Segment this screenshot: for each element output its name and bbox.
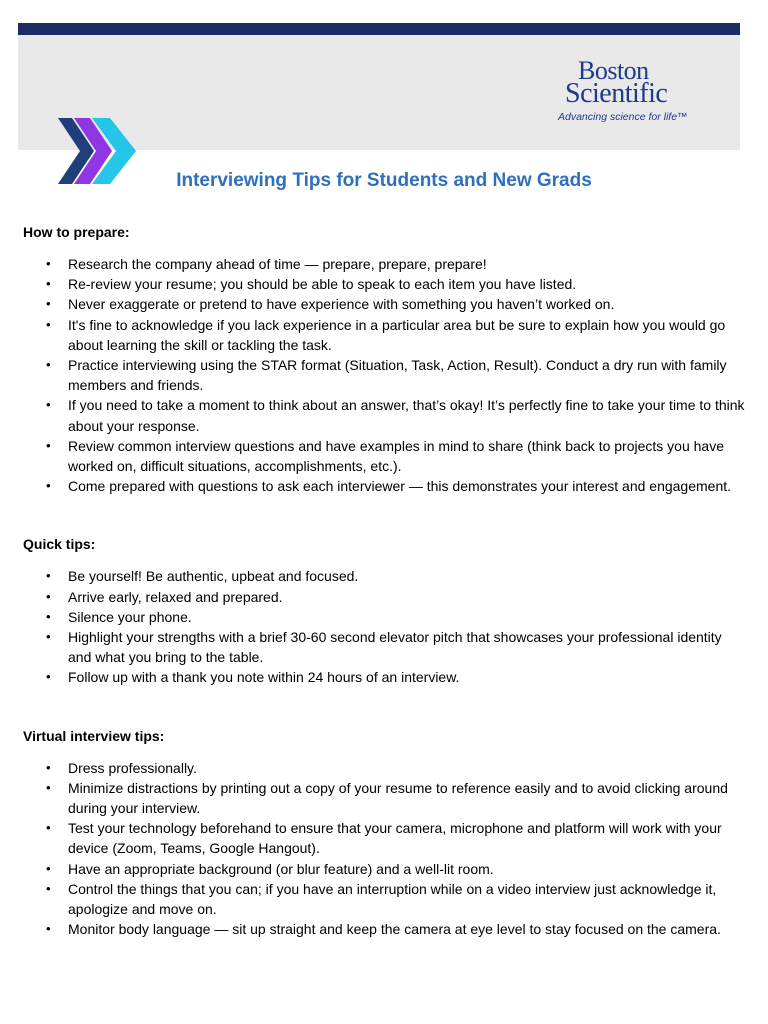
bullet-icon: • bbox=[46, 357, 51, 373]
list-item bbox=[23, 274, 745, 294]
list-item-text: Silence your phone. bbox=[68, 608, 192, 625]
bullet-icon: • bbox=[46, 880, 51, 896]
list-item-text: Review common interview questions and have examples in mind to share (think back to projects you have worked on, difficult situations, accomplishments, etc.). bbox=[68, 437, 724, 475]
list-item bbox=[23, 667, 745, 687]
list-item-text: If you need to take a moment to think about an answer, that’s okay! It’s perfectly fine to take your time to think about your response. bbox=[68, 397, 745, 434]
list-item-text: It's fine to acknowledge if you lack experience in a particular area but be sure to explain how you would go about learning the skill or tackling the task. bbox=[68, 316, 726, 353]
section-spacer bbox=[23, 688, 745, 726]
section-virtual-interview-tips bbox=[23, 726, 745, 940]
list-item-text: Practice interviewing using the STAR format (Situation, Task, Action, Result). Conduct a dry run with family members and friends. bbox=[68, 357, 727, 394]
document-body bbox=[23, 222, 745, 939]
section-quick-tips bbox=[23, 534, 745, 687]
list-item bbox=[23, 436, 745, 476]
list-item-text: Research the company ahead of time — prepare, prepare, prepare! bbox=[68, 256, 487, 272]
list-item bbox=[23, 355, 745, 395]
bullet-icon: • bbox=[46, 779, 51, 795]
list-item bbox=[23, 254, 745, 274]
list-item bbox=[23, 778, 745, 818]
logo-line-boston: Boston bbox=[578, 56, 649, 85]
page-title bbox=[0, 170, 768, 192]
list-item-text: Test your technology beforehand to ensure that your camera, microphone and platform will work with your device (Zoom, Teams, Google Hangout). bbox=[68, 820, 722, 857]
bullet-icon: • bbox=[46, 256, 51, 271]
list-item bbox=[23, 919, 745, 939]
list-item-text: Control the things that you can; if you have an interruption while on a video interview just acknowledge it, apologize and move on. bbox=[68, 880, 717, 918]
list-item-text: Have an appropriate background (or blur feature) and a well-lit room. bbox=[68, 860, 494, 877]
bullet-icon: • bbox=[46, 478, 51, 494]
bullet-icon: • bbox=[46, 629, 51, 645]
list-item bbox=[23, 607, 745, 627]
bullet-icon: • bbox=[46, 397, 51, 413]
list-item bbox=[23, 566, 745, 586]
page-title-text: Interviewing Tips for Students and New Grads bbox=[176, 170, 592, 191]
list-item bbox=[23, 294, 745, 314]
logo-tagline: Advancing science for life™ bbox=[558, 111, 688, 123]
header-top-bar bbox=[18, 23, 740, 35]
section-heading: How to prepare: bbox=[23, 224, 130, 240]
list-item-text: Come prepared with questions to ask each interviewer — this demonstrates your interest and engagement. bbox=[68, 478, 732, 495]
list-item-text: Minimize distractions by printing out a copy of your resume to reference easily and to avoid clicking around during your interview. bbox=[68, 779, 728, 817]
list-item-text: Highlight your strengths with a brief 30-60 second elevator pitch that showcases your professional identity and what you bring to the table. bbox=[68, 629, 722, 666]
company-logo bbox=[556, 56, 716, 123]
bullet-icon: • bbox=[46, 276, 51, 292]
bullet-icon: • bbox=[46, 568, 51, 584]
list-item bbox=[23, 395, 745, 435]
tips-list bbox=[23, 566, 745, 687]
list-item bbox=[23, 758, 745, 778]
list-item-text: Be yourself! Be authentic, upbeat and focused. bbox=[68, 568, 359, 585]
list-item-text: Re-review your resume; you should be able to speak to each item you have listed. bbox=[68, 276, 577, 293]
list-item-text: Never exaggerate or pretend to have experience with something you haven’t worked on. bbox=[68, 296, 615, 313]
section-heading: Virtual interview tips: bbox=[23, 727, 165, 744]
list-item-text: Monitor body language — sit up straight and keep the camera at eye level to stay focused on the camera. bbox=[68, 921, 721, 938]
section-spacer bbox=[23, 496, 745, 534]
bullet-icon: • bbox=[46, 437, 51, 453]
list-item-text: Arrive early, relaxed and prepared. bbox=[68, 588, 283, 605]
section-heading: Quick tips: bbox=[23, 536, 96, 553]
bullet-icon: • bbox=[46, 860, 51, 876]
bullet-icon: • bbox=[46, 921, 51, 937]
bullet-icon: • bbox=[46, 759, 51, 775]
list-item bbox=[23, 476, 745, 496]
list-item bbox=[23, 859, 745, 879]
bullet-icon: • bbox=[46, 608, 51, 624]
list-item bbox=[23, 879, 745, 919]
list-item bbox=[23, 818, 745, 858]
list-item bbox=[23, 315, 745, 355]
list-item-text: Follow up with a thank you note within 24 hours of an interview. bbox=[68, 669, 460, 686]
tips-list bbox=[23, 254, 745, 496]
bullet-icon: • bbox=[46, 296, 51, 312]
bullet-icon: • bbox=[46, 316, 51, 332]
list-item bbox=[23, 587, 745, 607]
bullet-icon: • bbox=[46, 588, 51, 604]
section-how-to-prepare bbox=[23, 222, 745, 496]
bullet-icon: • bbox=[46, 669, 51, 685]
list-item-text: Dress professionally. bbox=[68, 759, 197, 776]
bullet-icon: • bbox=[46, 820, 51, 836]
logo-line-scientific: Scientific bbox=[565, 78, 668, 109]
list-item bbox=[23, 627, 745, 667]
tips-list bbox=[23, 758, 745, 940]
